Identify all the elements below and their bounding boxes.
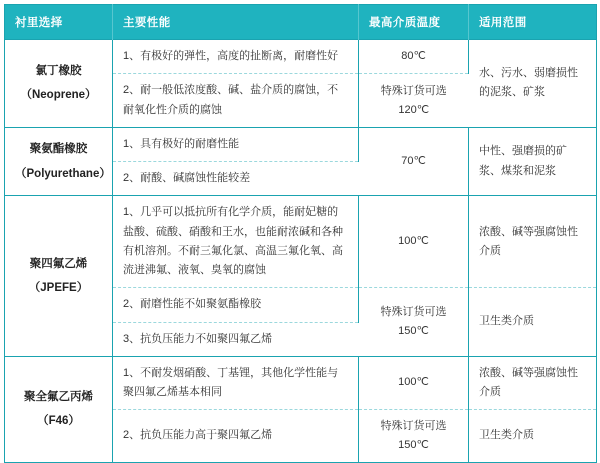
max-temp-value: 100℃ (359, 196, 469, 288)
max-temp-value: 80℃ (359, 40, 469, 74)
property-text: 2、耐磨性能不如聚氨酯橡胶 (113, 288, 359, 322)
property-text: 1、不耐发烟硝酸、丁基锂，其他化学性能与聚四氟乙烯基本相同 (113, 356, 359, 410)
table-header-row (5, 5, 597, 40)
table-body (5, 40, 597, 463)
scope-text: 卫生类介质 (469, 288, 597, 357)
max-temp-value: 特殊订货可选 150℃ (359, 410, 469, 462)
column-header-lining: 衬里选择 (5, 5, 113, 40)
property-text: 2、耐一般低浓度酸、碱、盐介质的腐蚀，不耐氧化性介质的腐蚀 (113, 74, 359, 128)
column-header-properties: 主要性能 (113, 5, 359, 40)
table-header (5, 5, 597, 40)
scope-text: 卫生类介质 (469, 410, 597, 462)
material-name-ptfe: 聚四氟乙烯 （JPEFE） (5, 196, 113, 357)
property-text: 1、有极好的弹性，高度的扯断离，耐磨性好 (113, 40, 359, 74)
table-row (5, 40, 597, 74)
material-name-fep: 聚全氟乙丙烯 （F46） (5, 356, 113, 462)
table-row (5, 127, 597, 161)
lining-selection-table (4, 4, 597, 463)
material-name-polyurethane: 聚氨酯橡胶 （Polyurethane） (5, 127, 113, 196)
max-temp-value: 特殊订货可选 150℃ (359, 288, 469, 357)
scope-text: 浓酸、碱等强腐蚀性介质 (469, 356, 597, 410)
table-row (5, 196, 597, 288)
property-text: 1、具有极好的耐磨性能 (113, 127, 359, 161)
scope-text: 中性、强磨损的矿浆、煤浆和泥浆 (469, 127, 597, 196)
property-text: 3、抗负压能力不如聚四氟乙烯 (113, 322, 359, 356)
scope-text: 水、污水、弱磨损性的泥浆、矿浆 (469, 40, 597, 128)
material-name-neoprene: 氯丁橡胶 （Neoprene） (5, 40, 113, 128)
max-temp-value: 70℃ (359, 127, 469, 196)
table-row (5, 356, 597, 410)
property-text: 2、耐酸、碱腐蚀性能较差 (113, 162, 359, 196)
property-text: 1、几乎可以抵抗所有化学介质，能耐妃糖的盐酸、硫酸、硝酸和王水，也能耐浓碱和各种有机溶剂。不耐三氟化氯、高温三氟化氧、高流迸沸氟、液氧、臭氧的腐蚀 (113, 196, 359, 288)
column-header-scope: 适用范围 (469, 5, 597, 40)
scope-text: 浓酸、碱等强腐蚀性介质 (469, 196, 597, 288)
property-text: 2、抗负压能力高于聚四氟乙烯 (113, 410, 359, 462)
column-header-max-temp: 最高介质温度 (359, 5, 469, 40)
max-temp-value: 特殊订货可选 120℃ (359, 74, 469, 128)
max-temp-value: 100℃ (359, 356, 469, 410)
